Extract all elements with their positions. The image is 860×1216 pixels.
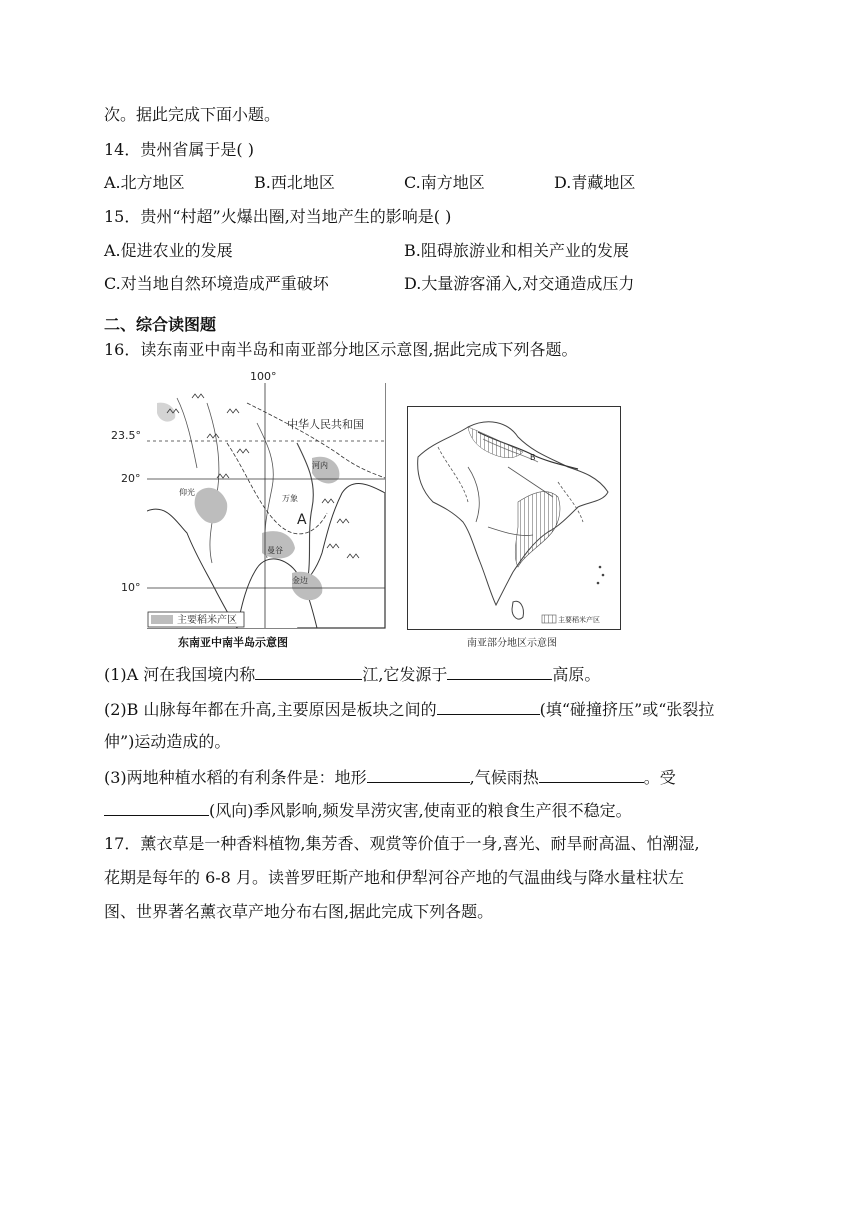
q16-sub2-line1 — [104, 698, 714, 721]
left-map-caption: 东南亚中南半岛示意图 — [178, 636, 288, 649]
lon-100-label: 100° — [250, 370, 277, 383]
q16-sub3-blank3[interactable] — [104, 799, 209, 816]
q16-sub3-text-c: 。受 — [643, 768, 676, 787]
q16-stem: 16．读东南亚中南半岛和南亚部分地区示意图,据此完成下列各题。 — [104, 340, 578, 359]
south-asia-map — [407, 406, 621, 630]
q16-sub3-text-a: (3)两地种植水稻的有利条件是：地形 — [104, 768, 367, 787]
q15-stem: 15．贵州“村超”火爆出圈,对当地产生的影响是( ) — [104, 207, 452, 226]
lat-20-label: 20° — [121, 472, 141, 485]
yangon-label: 仰光 — [179, 488, 195, 497]
mountain-b-label: B — [530, 453, 536, 462]
q16-sub2-line2: 伸”)运动造成的。 — [104, 732, 231, 751]
q16-sub1-blank1[interactable] — [255, 663, 362, 680]
q16-sub1-blank2[interactable] — [447, 663, 552, 680]
q15-option-b[interactable]: B.阻碍旅游业和相关产业的发展 — [404, 241, 629, 260]
q16-sub1 — [104, 663, 600, 686]
q16-sub1-text-a: (1)A 河在我国境内称 — [104, 665, 256, 684]
q16-sub3-line1 — [104, 766, 676, 789]
q16-sub3-blank1[interactable] — [367, 766, 470, 783]
q16-sub1-text-c: 高原。 — [552, 665, 601, 684]
q16-sub3-text-d: (风向)季风影响,频发旱涝灾害,使南亚的粮食生产很不稳定。 — [209, 801, 632, 820]
left-map-legend: 主要稻米产区 — [177, 615, 237, 626]
phnom-penh-label: 金边 — [292, 576, 308, 585]
q15-option-d[interactable]: D.大量游客涌入,对交通造成压力 — [404, 274, 635, 293]
section-title: 二、综合读图题 — [104, 315, 217, 334]
q17-line1: 17．薰衣草是一种香料植物,集芳香、观赏等价值于一身,喜光、耐旱耐高温、怕潮湿, — [104, 834, 700, 853]
q16-sub2-blank[interactable] — [437, 698, 540, 715]
bangkok-label: 曼谷 — [267, 546, 283, 555]
q14-option-b[interactable]: B.西北地区 — [254, 173, 335, 192]
q16-sub2-text-a: (2)B 山脉每年都在升高,主要原因是板块之间的 — [104, 700, 437, 719]
q16-sub1-text-b: 江,它发源于 — [362, 665, 448, 684]
china-label: 中华人民共和国 — [287, 418, 364, 431]
intro-tail-text: 次。据此完成下面小题。 — [104, 105, 281, 124]
q16-sub3-text-b: ,气候雨热 — [469, 768, 539, 787]
q16-sub2-text-b: (填“碰撞挤压”或“张裂拉 — [539, 700, 715, 719]
q15-option-a[interactable]: A.促进农业的发展 — [104, 241, 233, 260]
southeast-asia-map — [147, 383, 395, 629]
right-map-legend: 主要稻米产区 — [558, 616, 600, 624]
q15-option-c[interactable]: C.对当地自然环境造成严重破坏 — [104, 274, 329, 293]
q14-option-c[interactable]: C.南方地区 — [404, 173, 485, 192]
hanoi-label: 河内 — [312, 461, 328, 470]
q16-sub3-line2 — [104, 799, 632, 822]
vientiane-label: 万象 — [282, 494, 298, 503]
q17-line2: 花期是每年的 6-8 月。读普罗旺斯产地和伊犁河谷产地的气温曲线与降水量柱状左 — [104, 868, 684, 887]
river-a-label: A — [297, 512, 307, 528]
q14-option-a[interactable]: A.北方地区 — [104, 173, 185, 192]
lat-23-5-label: 23.5° — [111, 429, 141, 442]
q14-stem: 14．贵州省属于是( ) — [104, 140, 254, 159]
q16-sub3-blank2[interactable] — [539, 766, 644, 783]
q14-option-d[interactable]: D.青藏地区 — [554, 173, 636, 192]
q17-line3: 图、世界著名薰衣草产地分布右图,据此完成下列各题。 — [104, 902, 494, 921]
lat-10-label: 10° — [121, 581, 141, 594]
right-map-caption: 南亚部分地区示意图 — [467, 638, 557, 649]
